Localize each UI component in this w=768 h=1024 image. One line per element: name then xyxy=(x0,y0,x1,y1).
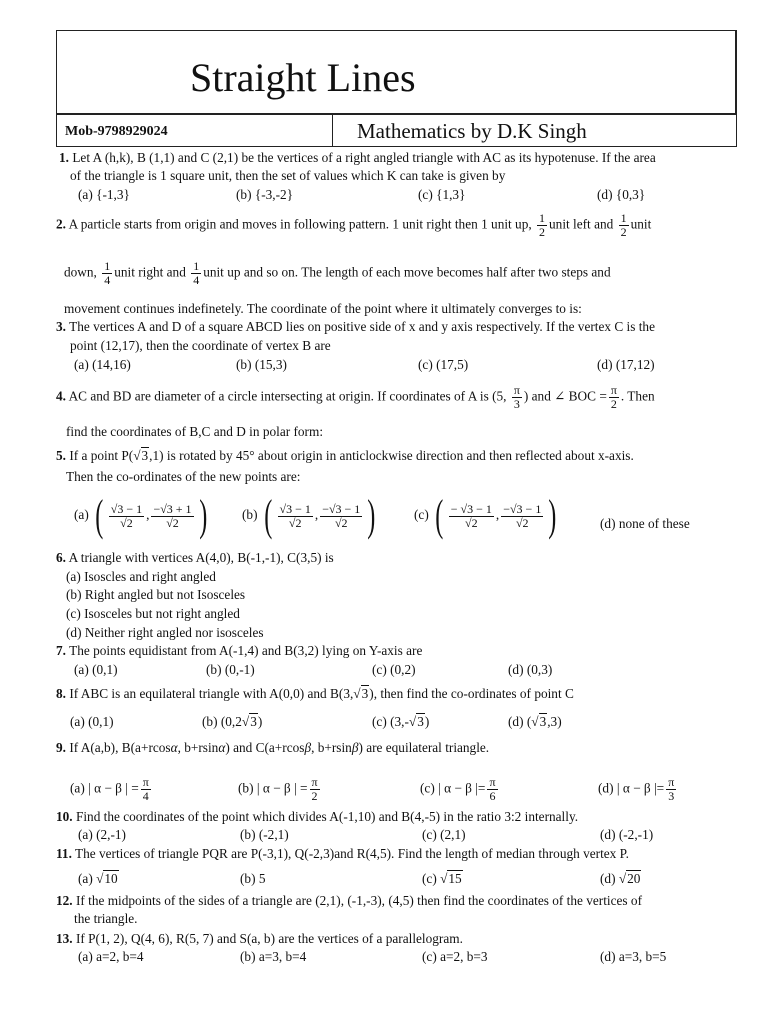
question-number: 9. xyxy=(56,740,66,755)
option-c: (c) √15 xyxy=(422,871,462,886)
question-text: The vertices A and D of a square ABCD lies on positive side of x and y axis respectively. If the vertex C is the xyxy=(69,319,655,334)
option-a: (a) (0,1) xyxy=(70,714,114,729)
question-number: 1. xyxy=(59,150,69,165)
option-c: (c) | α − β |= $\frac{\pi}{6}$ xyxy=(420,775,496,803)
question-number: 5. xyxy=(56,448,66,463)
option-d: (d) √20 xyxy=(600,871,641,886)
question-number: 6. xyxy=(56,550,66,565)
question-text: AC and BD are diameter of a circle intersecting at origin. If coordinates of A is (5, xyxy=(68,388,507,404)
option-d: (d) a=3, b=5 xyxy=(600,949,667,964)
fraction: $\frac{1}{4}$ xyxy=(193,259,200,287)
option-a: (a) ( $\frac{√3 - 1}{√2}$ , $\frac{-√3 + 1}{√2}$ ) xyxy=(74,491,207,540)
option-a: (a) (2,-1) xyxy=(78,827,126,842)
fraction: $\frac{1}{2}$ xyxy=(620,211,627,239)
option-c: (c) a=2, b=3 xyxy=(422,949,488,964)
fraction-pi-over-3: $\frac{\pi}{3}$ xyxy=(513,383,520,411)
fraction: $\frac{1}{4}$ xyxy=(104,259,111,287)
title-box-right-border xyxy=(735,30,737,114)
option-d: (d) Neither right angled nor isosceles xyxy=(66,625,264,640)
option-a: (a) (14,16) xyxy=(74,357,131,372)
question-5: 5. If a point P(√3,1) is rotated by 45° about origin in anticlockwise direction and then reflected about x-axis. xyxy=(56,448,634,463)
option-d: (d) none of these xyxy=(600,516,690,531)
option-b: (b) (0,2√3) xyxy=(202,714,263,729)
question-13 xyxy=(56,930,463,948)
option-b: (b) (-2,1) xyxy=(240,827,289,842)
option-a: (a) Isoscles and right angled xyxy=(66,569,216,584)
option-d: (d) (√3,3) xyxy=(508,714,562,729)
question-text: Let A (h,k), B (1,1) and C (2,1) be the vertices of a right angled triangle with AC as its hypotenuse. If the area xyxy=(72,150,656,165)
question-9: 9. If A(a,b), B(a+rcosα, b+rsinα) and C(a+rcosβ, b+rsinβ) are equilateral triangle. xyxy=(56,740,490,755)
question-2-line2: down, $\frac{1}{4}$ unit right and $\frac{1}{4}$ unit up and so on. The length of each move becomes half after two steps and xyxy=(64,259,611,287)
question-number: 8. xyxy=(56,686,66,701)
option-d: (d) (0,3) xyxy=(508,662,553,677)
option-c: (c) {1,3} xyxy=(418,187,466,202)
question-number: 4. xyxy=(56,388,66,404)
option-d: (d) | α − β |= $\frac{\pi}{3}$ xyxy=(598,775,675,803)
question-number: 2. xyxy=(56,216,66,232)
question-12-line2: the triangle. xyxy=(74,911,138,926)
option-b: (b) ( $\frac{√3 - 1}{√2}$ , $\frac{-√3 - 1}{√2}$ ) xyxy=(242,491,376,540)
question-number: 7. xyxy=(56,643,66,658)
question-text: The vertices of triangle PQR are P(-3,1), Q(-2,3)and R(4,5). Find the length of median through vertex P. xyxy=(74,846,629,861)
option-c: (c) (3,-√3) xyxy=(372,714,430,729)
question-2 xyxy=(56,212,651,239)
question-6 xyxy=(56,549,334,567)
option-a: (a) a=2, b=4 xyxy=(78,949,144,964)
option-b: (b) 5 xyxy=(240,871,266,886)
question-7 xyxy=(56,642,422,660)
question-number: 13. xyxy=(56,931,73,946)
question-text: unit xyxy=(630,216,652,232)
option-d: (d) (-2,-1) xyxy=(600,827,654,842)
question-number: 10. xyxy=(56,809,73,824)
option-b: (b) (0,-1) xyxy=(206,662,255,677)
option-c: (c) (2,1) xyxy=(422,827,466,842)
header-divider xyxy=(332,115,333,146)
sqrt-value: 3 xyxy=(141,448,149,463)
question-12 xyxy=(56,892,642,910)
option-b: (b) Right angled but not Isosceles xyxy=(66,587,246,602)
question-1-line2: of the triangle is 1 square unit, then the set of values which K can take is given by xyxy=(70,168,506,183)
question-5-line2: Then the co-ordinates of the new points are: xyxy=(66,469,301,484)
fraction: $\frac{1}{2}$ xyxy=(539,211,546,239)
question-number: 11. xyxy=(56,846,72,861)
question-4-line2: find the coordinates of B,C and D in polar form: xyxy=(66,424,324,439)
question-text: A particle starts from origin and moves in following pattern. 1 unit right then 1 unit up, xyxy=(68,216,532,232)
degree-value: 45° xyxy=(235,448,255,463)
question-4: 4. AC and BD are diameter of a circle intersecting at origin. If coordinates of A is (5, $\frac{\pi}{3}$ ) and ∠ BOC = $\frac{\pi}{2}$ . Then xyxy=(56,383,655,411)
question-number: 3. xyxy=(56,319,66,334)
question-text: Find the coordinates of the point which divides A(-1,10) and B(4,-5) in the ratio 3:2 internally. xyxy=(75,809,579,824)
option-a: (a) {-1,3} xyxy=(78,187,130,202)
option-a: (a) | α − β | = $\frac{\pi}{4}$ xyxy=(70,775,149,803)
question-text: A triangle with vertices A(4,0), B(-1,-1), C(3,5) is xyxy=(68,550,334,565)
option-b: (b) {-3,-2} xyxy=(236,187,294,202)
sqrt-value: 3 xyxy=(361,686,369,701)
option-a: (a) √10 xyxy=(78,871,118,886)
question-text: The points equidistant from A(-1,4) and B(3,2) lying on Y-axis are xyxy=(69,643,423,658)
question-text: If the midpoints of the sides of a triangle are (2,1), (-1,-3), (4,5) then find the coordinates of the vertices of xyxy=(75,893,642,908)
mobile-number: Mob-9798929024 xyxy=(65,124,168,139)
option-c: (c) Isosceles but not right angled xyxy=(66,606,240,621)
question-text: unit left and xyxy=(549,216,614,232)
option-b: (b) | α − β | = $\frac{\pi}{2}$ xyxy=(238,775,318,803)
question-3-line2: point (12,17), then the coordinate of vertex B are xyxy=(70,338,331,353)
question-1 xyxy=(59,149,656,167)
option-d: (d) {0,3} xyxy=(597,187,646,202)
option-c: (c) (0,2) xyxy=(372,662,416,677)
subject-author: Mathematics by D.K Singh xyxy=(357,119,587,143)
option-a: (a) (0,1) xyxy=(74,662,118,677)
option-c: (c) (17,5) xyxy=(418,357,469,372)
question-2-line3: movement continues indefinetely. The coordinate of the point where it ultimately converges to is: xyxy=(64,301,582,316)
option-b: (b) a=3, b=4 xyxy=(240,949,307,964)
option-b: (b) (15,3) xyxy=(236,357,287,372)
option-c: (c) ( $\frac{- √3 - 1}{√2}$ , $\frac{-√3 - 1}{√2}$ ) xyxy=(414,491,557,540)
question-8: 8. If ABC is an equilateral triangle with A(0,0) and B(3,√3), then find the co-ordinates of point C xyxy=(56,686,574,701)
question-text: If P(1, 2), Q(4, 6), R(5, 7) and S(a, b) are the vertices of a parallelogram. xyxy=(75,931,463,946)
fraction-pi-over-2: $\frac{\pi}{2}$ xyxy=(610,383,617,411)
angle-symbol: ∠ xyxy=(554,388,566,404)
option-d: (d) (17,12) xyxy=(597,357,655,372)
question-number: 12. xyxy=(56,893,73,908)
header-info-bar xyxy=(56,114,737,147)
page-title: Straight Lines xyxy=(190,55,416,100)
question-10 xyxy=(56,808,578,826)
question-3 xyxy=(56,318,655,336)
question-11 xyxy=(56,845,629,863)
